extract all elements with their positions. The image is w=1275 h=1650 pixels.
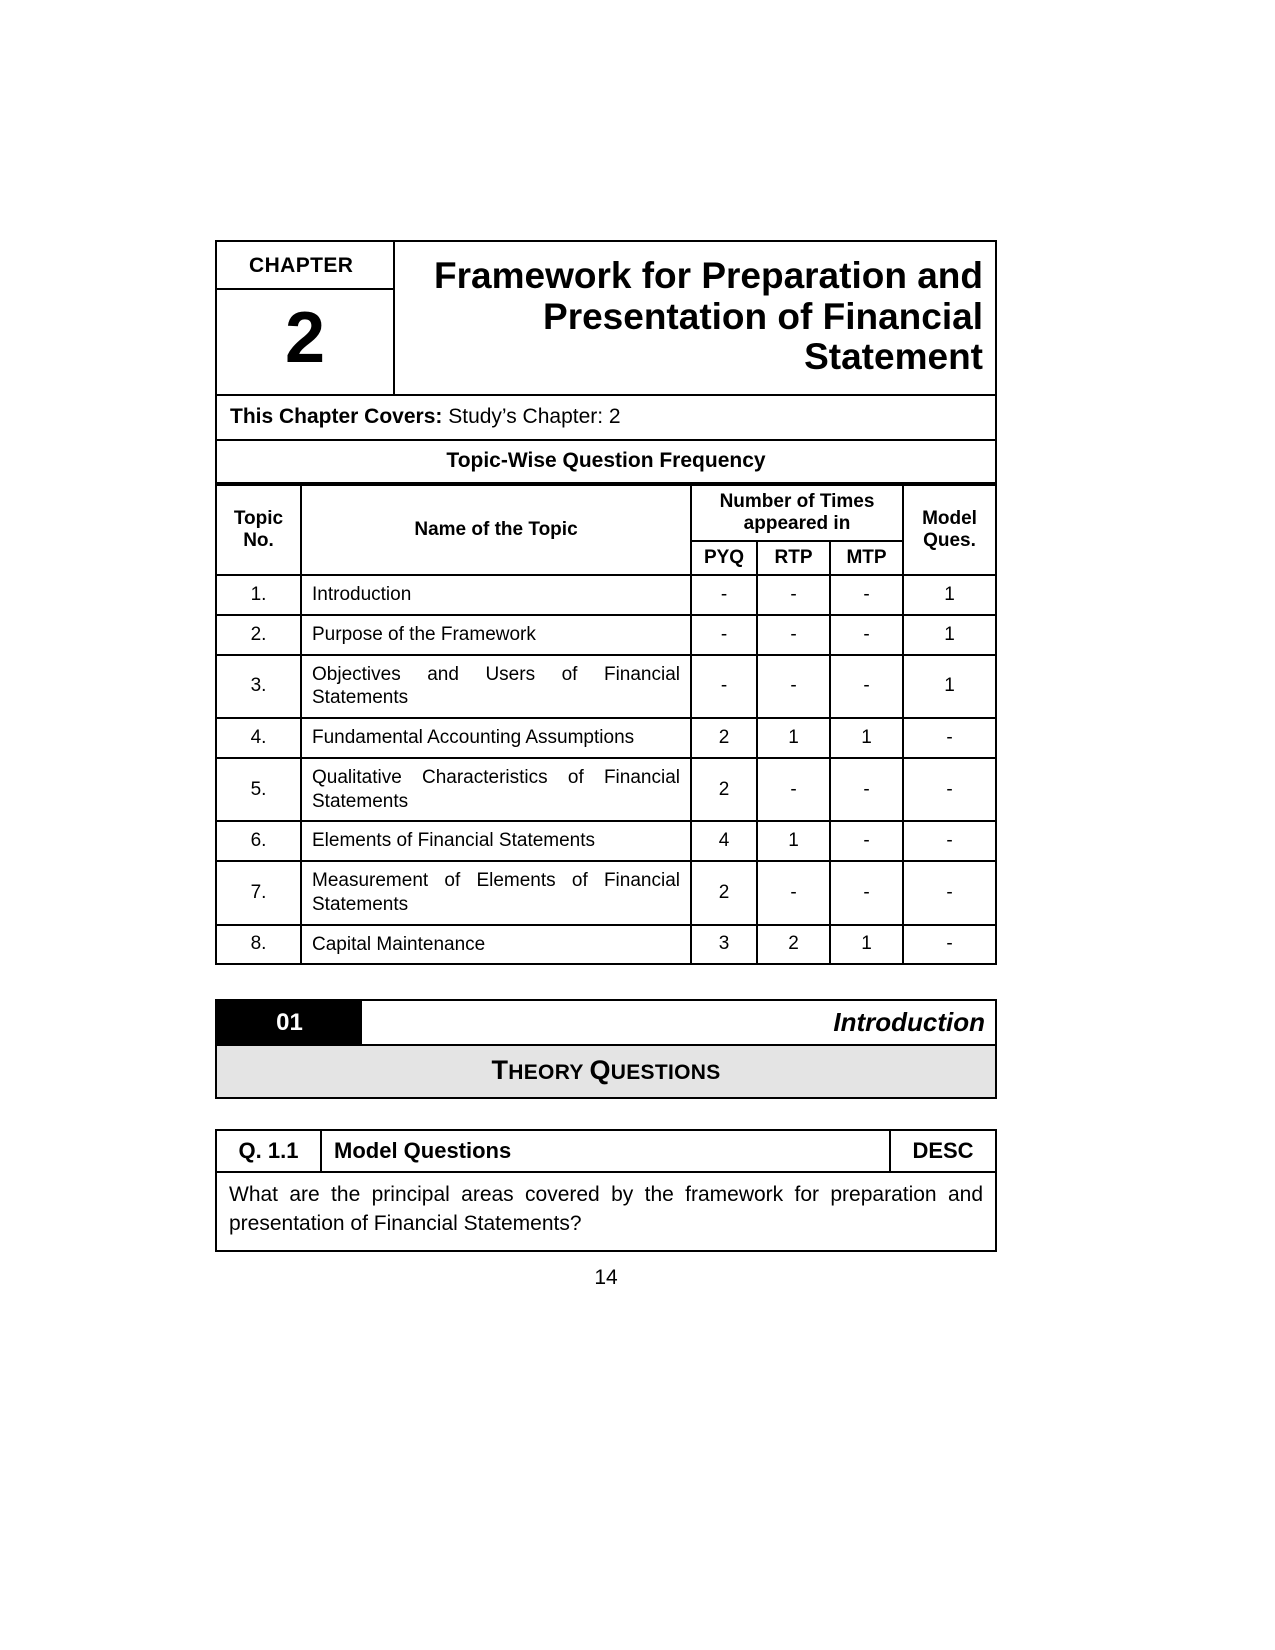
- cell-model: -: [903, 718, 996, 758]
- cell-mtp: -: [830, 821, 903, 861]
- chapter-covers-label: This Chapter Covers:: [230, 405, 443, 429]
- cell-topic-no: 7.: [216, 861, 301, 925]
- header-mtp: MTP: [830, 541, 903, 575]
- cell-pyq: -: [691, 575, 757, 615]
- cell-rtp: 2: [757, 925, 830, 965]
- table-row: [216, 925, 996, 965]
- frequency-table: [215, 484, 997, 965]
- table-row: [216, 861, 996, 925]
- section-number-badge: 01: [217, 1001, 362, 1044]
- cell-topic-name: Introduction: [301, 575, 691, 615]
- cell-topic-no: 6.: [216, 821, 301, 861]
- question-text: What are the principal areas covered by the framework for preparation and presentation of Financial Statements?: [215, 1173, 997, 1252]
- chapter-header: [215, 240, 997, 396]
- cell-pyq: 3: [691, 925, 757, 965]
- cell-model: -: [903, 861, 996, 925]
- cell-rtp: 1: [757, 821, 830, 861]
- frequency-table-title: Topic-Wise Question Frequency: [215, 441, 997, 484]
- cell-pyq: 2: [691, 718, 757, 758]
- theory-questions-label: THEORY QUESTIONS: [491, 1055, 721, 1086]
- cell-topic-no: 5.: [216, 758, 301, 822]
- header-rtp: RTP: [757, 541, 830, 575]
- header-appeared-in: Number of Times appeared in: [691, 485, 903, 541]
- header-pyq: PYQ: [691, 541, 757, 575]
- cell-mtp: 1: [830, 925, 903, 965]
- cell-pyq: 2: [691, 861, 757, 925]
- cell-mtp: -: [830, 615, 903, 655]
- cell-pyq: -: [691, 615, 757, 655]
- question-header: [215, 1129, 997, 1173]
- cell-rtp: -: [757, 655, 830, 719]
- cell-model: 1: [903, 615, 996, 655]
- cell-topic-name: Purpose of the Framework: [301, 615, 691, 655]
- table-row: [216, 655, 996, 719]
- cell-mtp: -: [830, 758, 903, 822]
- frequency-header-row-1: [216, 485, 996, 541]
- cell-topic-name: Fundamental Accounting Assumptions: [301, 718, 691, 758]
- cell-model: -: [903, 758, 996, 822]
- cell-model: 1: [903, 655, 996, 719]
- cell-pyq: 2: [691, 758, 757, 822]
- cell-model: -: [903, 821, 996, 861]
- document-page: [215, 240, 997, 1290]
- cell-mtp: -: [830, 575, 903, 615]
- chapter-word-label: CHAPTER: [217, 242, 393, 290]
- question-id: Q. 1.1: [217, 1131, 322, 1171]
- question-category-label: Model Questions: [334, 1138, 512, 1164]
- header-model-ques: Model Ques.: [903, 485, 996, 575]
- table-row: [216, 758, 996, 822]
- section-title: Introduction: [833, 1007, 985, 1038]
- cell-topic-name: Qualitative Characteristics of Financial Statements: [301, 758, 691, 822]
- cell-rtp: 1: [757, 718, 830, 758]
- cell-topic-no: 2.: [216, 615, 301, 655]
- chapter-covers-row: [215, 396, 997, 441]
- cell-model: 1: [903, 575, 996, 615]
- header-topic-no: Topic No.: [216, 485, 301, 575]
- chapter-title: Framework for Preparation and Presentation of Financial Statement: [434, 255, 983, 378]
- page-number: 14: [594, 1266, 618, 1289]
- cell-mtp: -: [830, 655, 903, 719]
- cell-topic-no: 8.: [216, 925, 301, 965]
- header-topic-name: Name of the Topic: [301, 485, 691, 575]
- cell-pyq: -: [691, 655, 757, 719]
- cell-topic-no: 3.: [216, 655, 301, 719]
- section-header-bar: [215, 999, 997, 1046]
- cell-topic-name: Measurement of Elements of Financial Statements: [301, 861, 691, 925]
- cell-pyq: 4: [691, 821, 757, 861]
- question-type-badge: DESC: [889, 1131, 995, 1171]
- cell-rtp: -: [757, 758, 830, 822]
- cell-mtp: 1: [830, 718, 903, 758]
- cell-mtp: -: [830, 861, 903, 925]
- chapter-covers-value: Study’s Chapter: 2: [448, 405, 621, 429]
- question-block: [215, 1129, 997, 1252]
- cell-topic-name: Objectives and Users of Financial Statements: [301, 655, 691, 719]
- theory-questions-bar: [215, 1046, 997, 1099]
- table-row: [216, 575, 996, 615]
- table-row: [216, 615, 996, 655]
- chapter-left-panel: [217, 242, 395, 394]
- cell-rtp: -: [757, 575, 830, 615]
- cell-topic-name: Elements of Financial Statements: [301, 821, 691, 861]
- cell-rtp: -: [757, 615, 830, 655]
- table-row: [216, 718, 996, 758]
- cell-topic-name: Capital Maintenance: [301, 925, 691, 965]
- cell-rtp: -: [757, 861, 830, 925]
- cell-topic-no: 1.: [216, 575, 301, 615]
- chapter-number: 2: [284, 298, 326, 379]
- cell-topic-no: 4.: [216, 718, 301, 758]
- table-row: [216, 821, 996, 861]
- cell-model: -: [903, 925, 996, 965]
